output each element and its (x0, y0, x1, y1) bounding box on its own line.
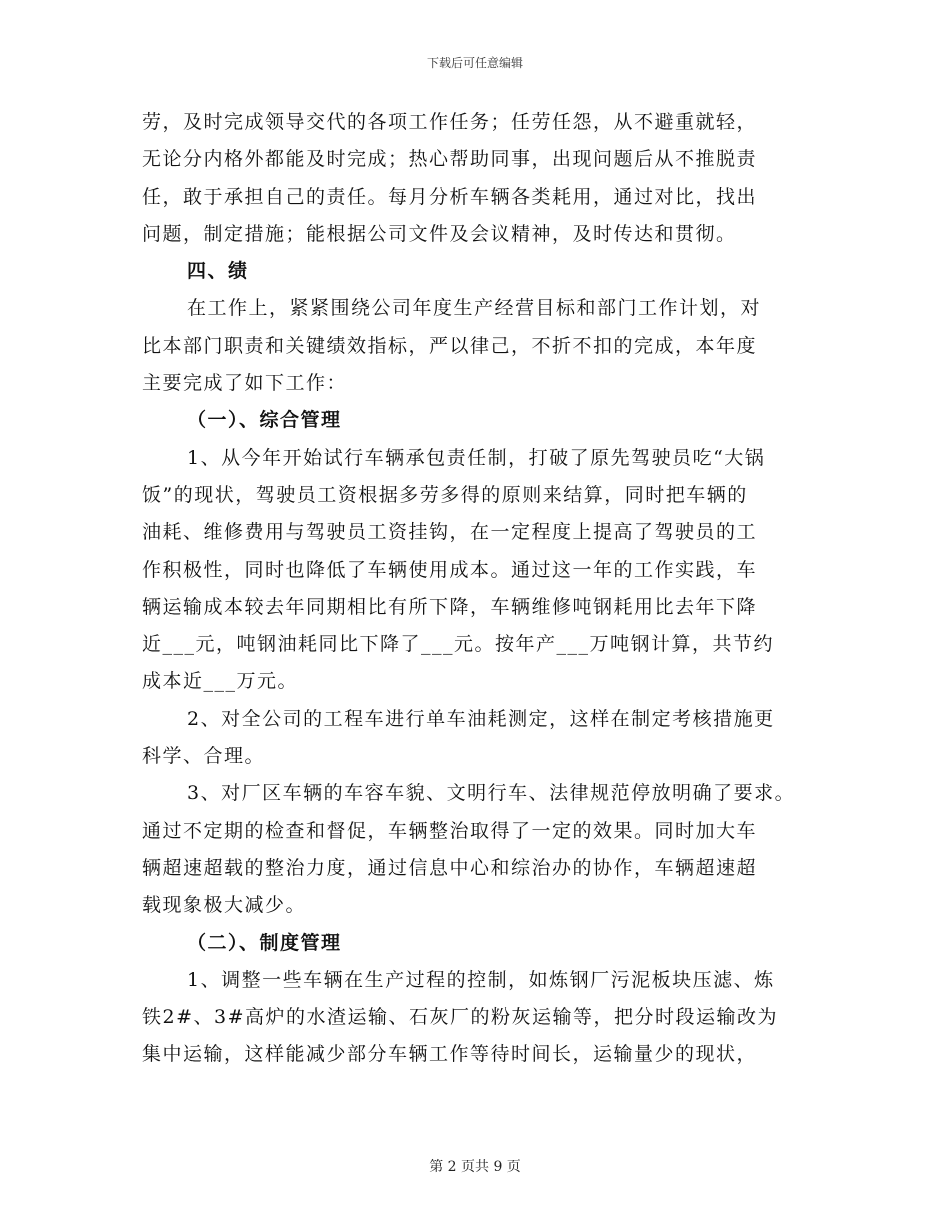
page-number: 第 2 页共 9 页 (429, 1159, 521, 1175)
page-header: 下载后可任意编辑 (426, 56, 523, 70)
section-heading: 四、绩 (187, 260, 249, 283)
body-line: 载现象极大减少。 (142, 894, 307, 917)
body-line: 辆超速超载的整治力度，通过信息中心和综治办的协作，车辆超速超 (142, 856, 758, 879)
body-line: 成本近___万元。 (142, 670, 299, 693)
body-line: 集中运输，这样能减少部分车辆工作等待时间长，运输量少的现状， (142, 1043, 758, 1066)
body-line: 在工作上，紧紧围绕公司年度生产经营目标和部门工作计划，对 (187, 297, 762, 320)
body-line: 3、对厂区车辆的车容车貌、文明行车、法律规范停放明确了要求。 (187, 782, 796, 805)
body-line: 饭”的现状，驾驶员工资根据多劳多得的原则来结算，同时把车辆的 (142, 483, 748, 506)
body-line: 铁2#、3#高炉的水渣运输、石灰厂的粉灰运输等，把分时段运输改为 (142, 1006, 779, 1029)
body-line: 劳，及时完成领导交代的各项工作任务；任劳任怨，从不避重就轻， (142, 111, 758, 133)
body-line: 主要完成了如下工作： (142, 372, 348, 395)
document-body (142, 104, 810, 1074)
section-heading: （一）、综合管理 (187, 409, 342, 432)
body-line: 无论分内格外都能及时完成；热心帮助同事，出现问题后从不推脱责 (142, 148, 758, 171)
body-line: 1、调整一些车辆在生产过程的控制，如炼钢厂污泥板块压滤、炼 (187, 968, 775, 991)
body-line: 辆运输成本较去年同期相比有所下降，车辆维修吨钢耗用比去年下降 (142, 595, 758, 618)
body-line: 近___元，吨钢油耗同比下降了___元。按年产___万吨钢计算，共节约 (142, 633, 775, 656)
body-line: 作积极性，同时也降低了车辆使用成本。通过这一年的工作实践，车 (142, 558, 758, 581)
body-line: 问题，制定措施；能根据公司文件及会议精神，及时传达和贯彻。 (142, 222, 737, 245)
body-line: 1、从今年开始试行车辆承包责任制，打破了原先驾驶员吃“大锅 (187, 446, 766, 469)
body-line: 油耗、维修费用与驾驶员工资挂钩，在一定程度上提高了驾驶员的工 (142, 521, 758, 544)
body-line: 科学、合理。 (142, 745, 266, 768)
body-line: 2、对全公司的工程车进行单车油耗测定，这样在制定考核措施更 (187, 707, 775, 730)
body-line: 比本部门职责和关键绩效指标，严以律己，不折不扣的完成，本年度 (142, 334, 758, 357)
body-line: 通过不定期的检查和督促，车辆整治取得了一定的效果。同时加大车 (142, 819, 758, 842)
section-heading: （二）、制度管理 (187, 931, 342, 954)
body-line: 任，敢于承担自己的责任。每月分析车辆各类耗用，通过对比，找出 (142, 185, 758, 208)
